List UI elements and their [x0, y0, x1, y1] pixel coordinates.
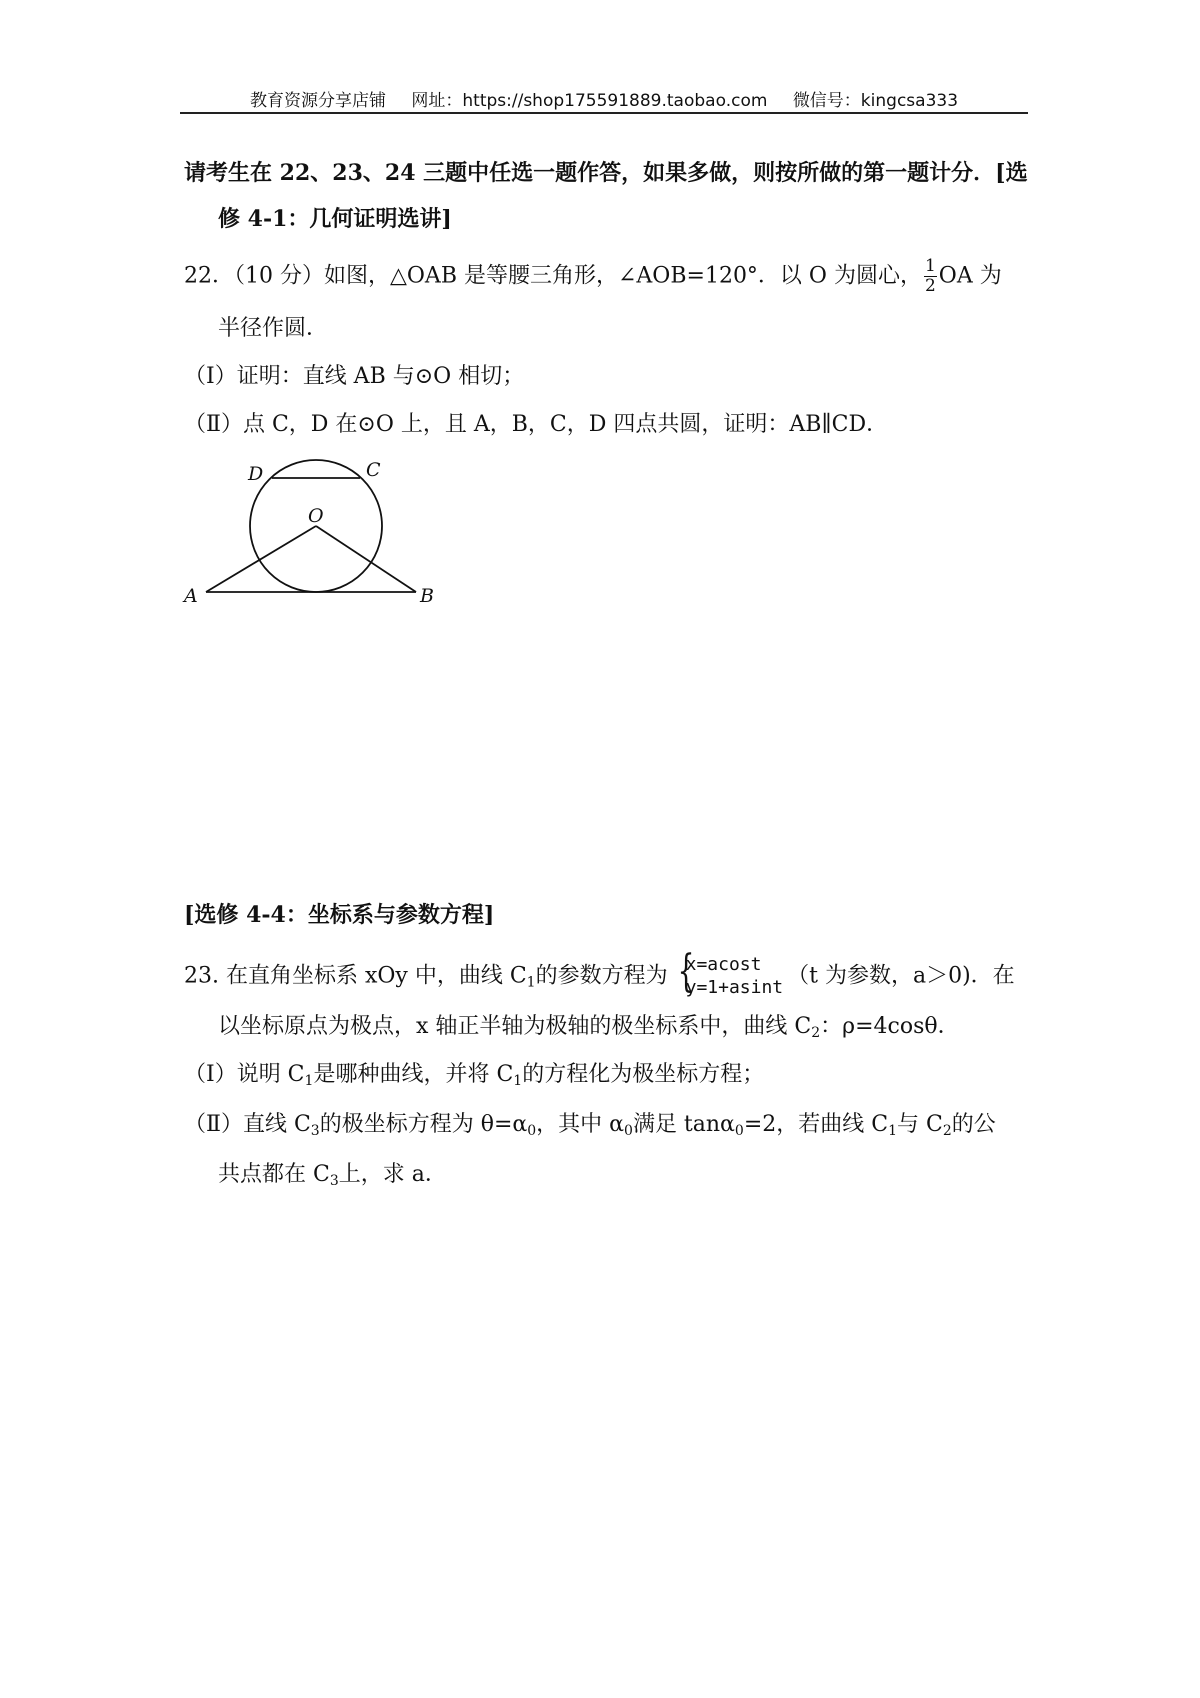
q23-part2-f: 与 C — [897, 1112, 943, 1137]
label-o: O — [308, 505, 324, 527]
q22-part1: （Ⅰ）证明：直线 AB 与⊙O 相切； — [184, 364, 525, 389]
fraction-half — [924, 258, 937, 295]
header-shop: 教育资源分享店铺 — [249, 91, 386, 111]
q23-part1-sub2: 1 — [513, 1073, 523, 1089]
brace-icon: { — [677, 946, 695, 997]
q23-part2-line2-sub: 3 — [329, 1173, 339, 1189]
q23-stem-c: （t 为参数，a＞0)．在 — [787, 963, 1015, 989]
q23-part1-c: 的方程化为极坐标方程； — [522, 1062, 765, 1087]
q23-part2-e: =2，若曲线 C — [743, 1112, 889, 1137]
q23-part2-sub0c: 0 — [734, 1123, 744, 1139]
q23-part1-sub1: 1 — [304, 1073, 314, 1089]
q22-stem-text: 22．（10 分）如图，△OAB 是等腰三角形，∠AOB=120°．以 O 为圆心， — [184, 263, 922, 289]
q23-part2-line2-a: 共点都在 C — [218, 1162, 330, 1187]
header-divider — [180, 112, 1028, 114]
q23-part1-b: 是哪种曲线，并将 C — [313, 1062, 514, 1087]
q23-line2-b: ：ρ=4cosθ． — [820, 1014, 960, 1039]
geometry-figure — [176, 452, 446, 612]
q23-stem — [184, 946, 1015, 999]
instruction-line1: 请考生在 22、23、24 三题中任选一题作答，如果多做，则按所做的第一题计分．[选 — [184, 160, 1028, 186]
q23-part2-sub0b: 0 — [624, 1123, 633, 1139]
q22-stem-line2: 半径作圆． — [218, 316, 329, 341]
q23-stem-a: 23. 在直角坐标系 xOy 中，曲线 C — [184, 963, 527, 989]
q23-part1 — [184, 1062, 765, 1089]
q22-stem-text-end: OA 为 — [938, 263, 1002, 289]
segment-ao — [206, 526, 316, 592]
label-b: B — [420, 585, 434, 607]
section2-title: [选修 4-4：坐标系与参数方程] — [184, 902, 495, 928]
q23-part2-d: 满足 tanα — [632, 1112, 735, 1137]
q22-stem — [184, 258, 1002, 295]
label-a: A — [184, 585, 198, 607]
q23-part2-a: （Ⅱ）直线 C — [184, 1112, 311, 1137]
header-wechat: 微信号：kingcsa333 — [792, 91, 959, 111]
label-d: D — [248, 463, 264, 485]
label-c: C — [366, 459, 381, 481]
q23-part2-c: ，其中 α — [536, 1112, 625, 1137]
q23-sub-1: 1 — [526, 974, 536, 991]
page-header — [180, 86, 1028, 111]
fraction-numerator: 1 — [924, 256, 936, 276]
q22-part2: （Ⅱ）点 C，D 在⊙O 上，且 A，B，C，D 四点共圆，证明：AB∥CD． — [184, 412, 889, 437]
equation-x: x=acost — [685, 954, 762, 975]
q23-part2-sub3: 3 — [310, 1123, 320, 1139]
q23-part2-sub2: 2 — [942, 1123, 952, 1139]
header-website: 网址：https://shop175591889.taobao.com — [411, 91, 768, 111]
q23-stem-b: 的参数方程为 — [535, 963, 668, 989]
segment-ob — [316, 526, 416, 592]
q23-part2-sub1: 1 — [888, 1123, 898, 1139]
q23-line2-sub: 2 — [811, 1025, 821, 1041]
q23-part2-g: 的公 — [951, 1112, 996, 1137]
q23-part2 — [184, 1112, 996, 1139]
parametric-equations — [672, 946, 784, 999]
q23-line2-a: 以坐标原点为极点，x 轴正半轴为极轴的极坐标系中，曲线 C — [218, 1014, 812, 1039]
q23-part1-a: （Ⅰ）说明 C — [184, 1062, 305, 1087]
instruction-line2: 修 4-1：几何证明选讲] — [218, 206, 452, 232]
equation-y: y=1+asint — [685, 976, 784, 998]
q23-part2-line2 — [218, 1162, 447, 1189]
fraction-denominator: 2 — [924, 276, 936, 296]
q23-part2-b: 的极坐标方程为 θ=α — [319, 1112, 528, 1137]
q23-line2 — [218, 1014, 960, 1041]
q23-part2-line2-b: 上，求 a． — [338, 1162, 447, 1187]
q23-part2-sub0a: 0 — [527, 1123, 537, 1139]
